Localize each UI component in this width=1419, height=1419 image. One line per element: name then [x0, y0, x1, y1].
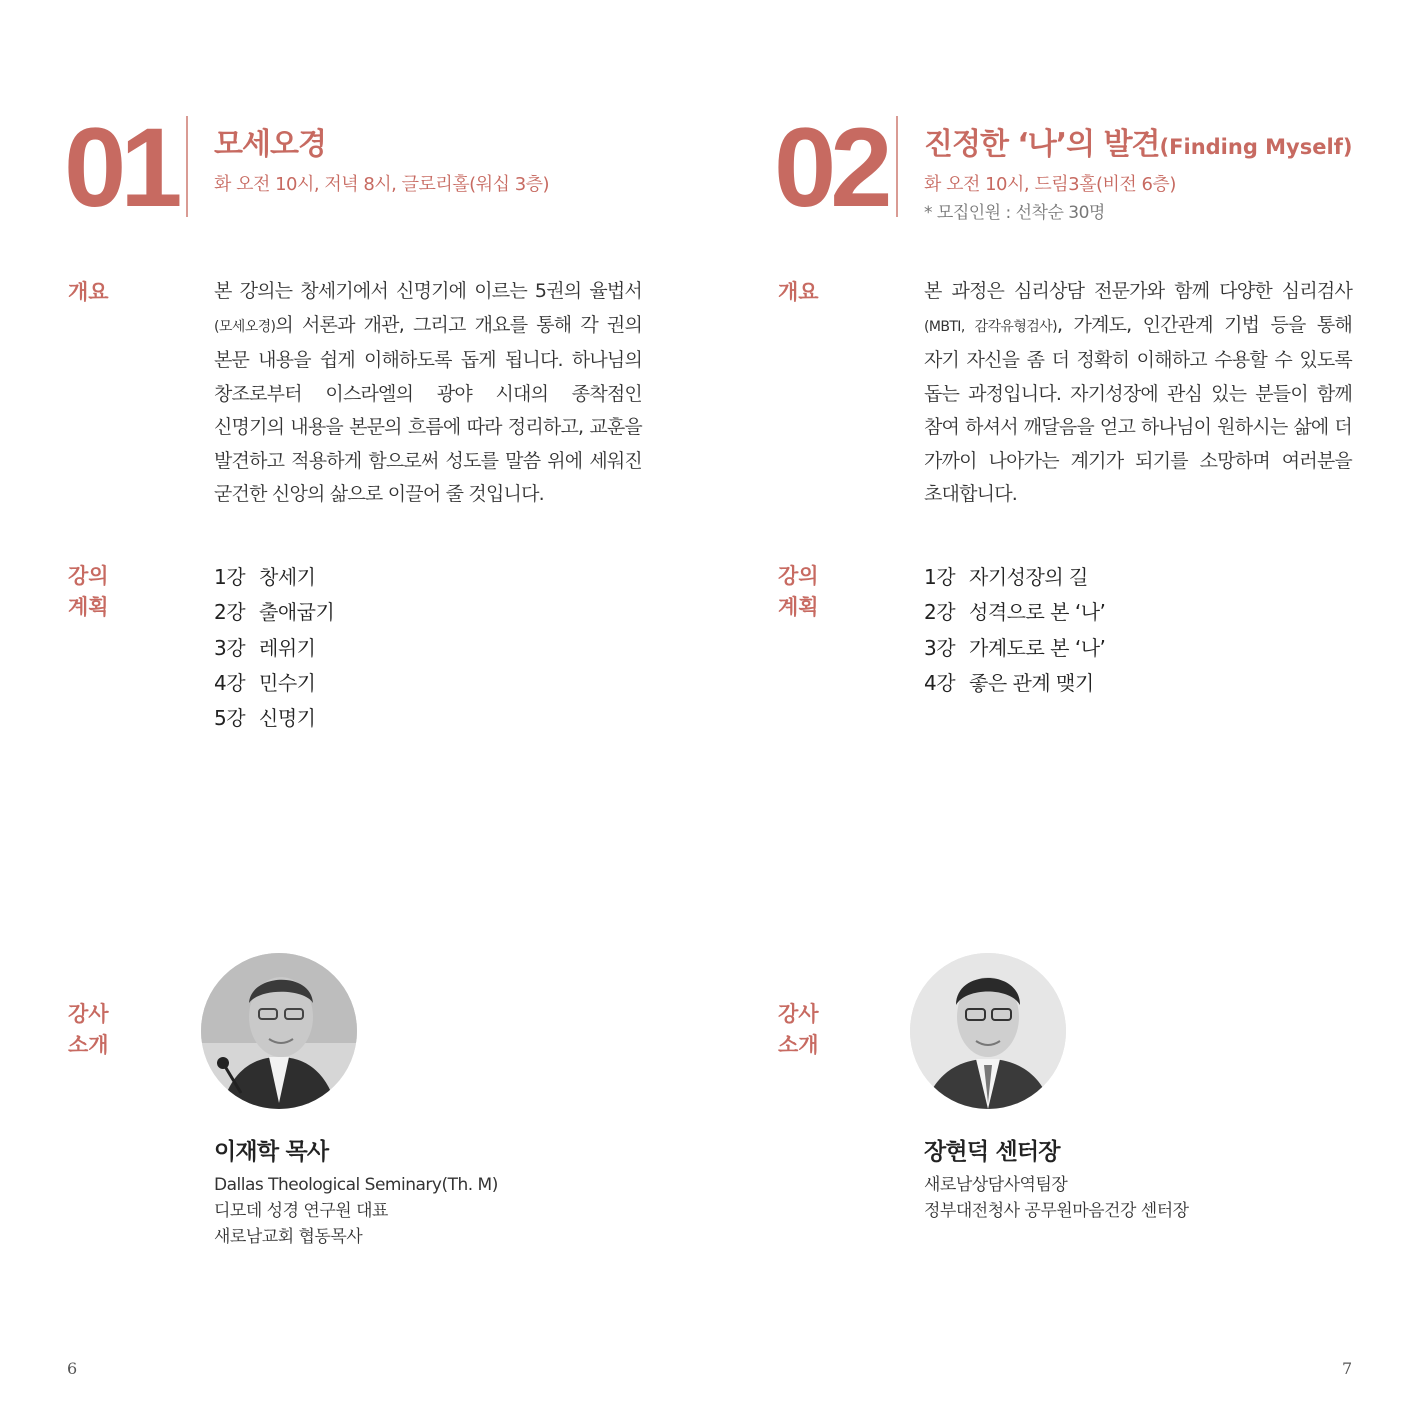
lecture-title: 자기성장의 길: [969, 565, 1088, 589]
plan-label: [68, 561, 109, 623]
lecture-title: 성격으로 본 ‘나’: [969, 600, 1106, 625]
overview-text: [924, 275, 1352, 512]
lecture-plan-list: [214, 560, 334, 736]
overview-text-part: 본 강의는 창세기에서 신명기에 이르는 5권의 율법서: [214, 280, 642, 302]
career-item: 새로남상담사역팀장: [924, 1175, 1068, 1195]
overview-label: [778, 277, 819, 308]
career-item: Dallas Theological Seminary(Th. M): [214, 1175, 498, 1195]
course-schedule: 화 오전 10시, 저녁 8시, 글로리홀(워십 3층): [214, 174, 550, 195]
overview-label-text: 개요: [778, 280, 819, 304]
course-number: 02: [774, 105, 887, 230]
lecture-title: 레위기: [259, 635, 316, 660]
lecture-item: [924, 560, 1105, 595]
lecture-number: 1강: [924, 565, 956, 589]
overview-text-part: 의 서론과 개관, 그리고 개요를 통해 각 권의 본문 내용을 쉽게 이해하도록 돕게 됩니다. 하나님의 창조로부터 이스라엘의 광야 시대의 종착점인 신명기의 내용을 본문의 흐름에 따라 정리하고, 교훈을 발견하고 적용하게 함으로써 성도를 말씀 위에 세워진 굳건한 신앙의 삶으로 이끌어 줄 것입니다.: [214, 313, 642, 505]
career-item: 정부대전청사 공무원마음건강 센터장: [924, 1201, 1189, 1221]
lecture-number: 3강: [214, 635, 246, 660]
overview-text-part: 본 과정은 심리상담 전문가와 함께 다양한 심리검사: [924, 280, 1352, 302]
overview-text: [214, 275, 642, 512]
instructor-career-list: [924, 1172, 1189, 1224]
instructor-label: [68, 999, 109, 1061]
overview-label: [68, 277, 109, 308]
lecture-item: [214, 631, 334, 666]
instructor-label-line: 강사: [778, 1002, 819, 1026]
instructor-career-list: [214, 1172, 498, 1250]
lecture-number: 1강: [214, 565, 246, 589]
overview-text-part: , 가계도, 인간관계 기법 등을 통해 자기 자신을 좀 더 정확히 이해하고 수용할 수 있도록 돕는 과정입니다. 자기성장에 관심 있는 분들이 함께 참여 하셔서 깨달음을 얻고 하나님이 원하시는 삶에 더 가까이 나아가는 계기가 되기를 소망하며 여러분을 초대합니다.: [924, 313, 1352, 505]
lecture-title: 신명기: [259, 706, 316, 731]
course-01-page: [0, 0, 709, 1419]
overview-label-text: 개요: [68, 280, 109, 304]
lecture-plan-list: [924, 560, 1105, 701]
course-title-text: 진정한 ‘나’의 발견: [924, 127, 1160, 162]
lecture-number: 2강: [214, 600, 246, 625]
divider-line: [896, 116, 898, 217]
page-number: 7: [1342, 1359, 1353, 1378]
career-item: 디모데 성경 연구원 대표: [214, 1201, 388, 1221]
course-title-en: (Finding Myself): [1159, 135, 1353, 159]
instructor-name: 장현덕 센터장: [924, 1139, 1060, 1165]
lecture-title: 가계도로 본 ‘나’: [969, 635, 1106, 660]
course-02-page: [710, 0, 1419, 1419]
lecture-item: [214, 666, 334, 701]
overview-text-small: (모세오경): [214, 318, 276, 335]
course-title-text: 모세오경: [214, 127, 326, 162]
plan-label-line: 계획: [778, 595, 819, 619]
lecture-item: [214, 701, 334, 736]
instructor-name: 이재학 목사: [214, 1139, 329, 1165]
lecture-number: 3강: [924, 635, 956, 660]
course-title: [924, 119, 1352, 163]
lecture-item: [924, 631, 1105, 666]
lecture-number: 2강: [924, 600, 956, 625]
enrollment-note: * 모집인원 : 선착순 30명: [924, 203, 1105, 223]
lecture-item: [214, 595, 334, 630]
course-title: [214, 119, 326, 163]
lecture-title: 출애굽기: [259, 600, 335, 625]
page-number: 6: [67, 1359, 78, 1378]
plan-label-line: 계획: [68, 595, 109, 619]
plan-label-line: 강의: [68, 564, 109, 588]
divider-line: [186, 116, 188, 217]
instructor-label-line: 소개: [778, 1033, 819, 1057]
overview-text-small: (MBTI, 감각유형검사): [924, 318, 1057, 335]
instructor-label-line: 강사: [68, 1002, 109, 1026]
lecture-item: [924, 595, 1105, 630]
lecture-title: 창세기: [259, 565, 316, 589]
lecture-number: 4강: [214, 670, 246, 695]
instructor-photo: [910, 953, 1066, 1109]
career-item: 새로남교회 협동목사: [214, 1227, 363, 1247]
plan-label: [778, 561, 819, 623]
course-schedule: 화 오전 10시, 드림3홀(비전 6층): [924, 174, 1176, 195]
lecture-item: [924, 666, 1105, 701]
lecture-number: 4강: [924, 670, 956, 695]
instructor-label: [778, 999, 819, 1061]
lecture-item: [214, 560, 334, 595]
lecture-title: 민수기: [259, 670, 316, 695]
course-number: 01: [64, 105, 177, 230]
instructor-label-line: 소개: [68, 1033, 109, 1057]
plan-label-line: 강의: [778, 564, 819, 588]
lecture-title: 좋은 관계 맺기: [969, 670, 1094, 695]
instructor-photo: [201, 953, 357, 1109]
lecture-number: 5강: [214, 706, 246, 731]
